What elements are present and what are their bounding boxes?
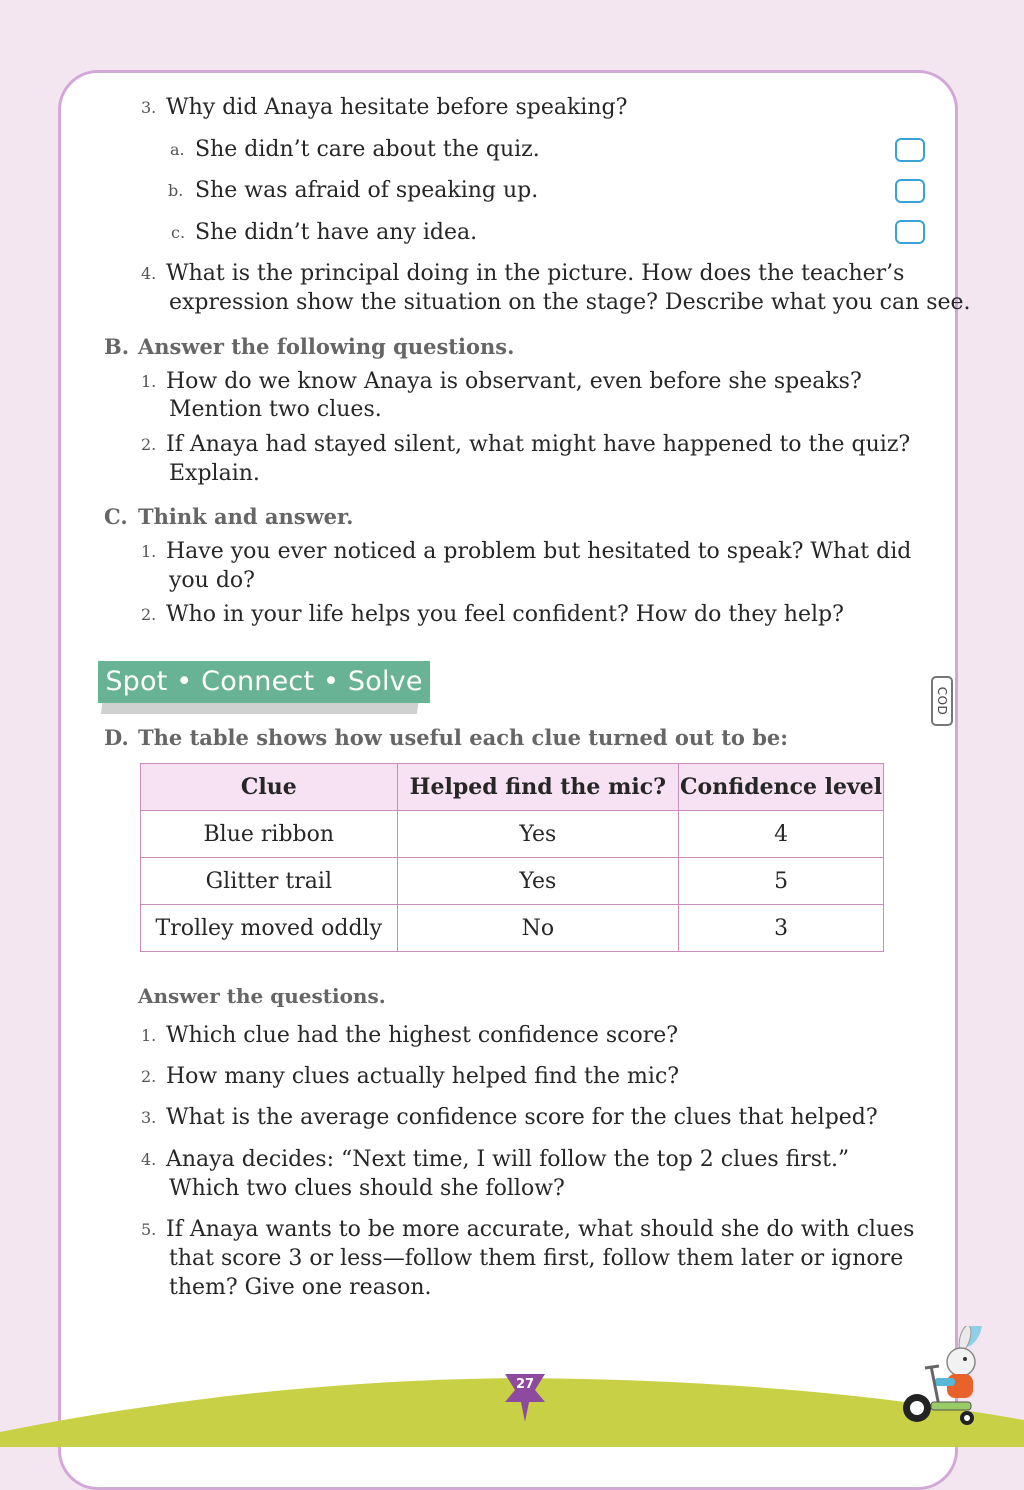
question-text-line2: Mention two clues.	[169, 397, 382, 422]
question-number: 2.	[141, 435, 157, 454]
table-cell: Yes	[397, 811, 679, 858]
subsection-title: Answer the questions.	[138, 984, 386, 1008]
side-tag-label: COD	[935, 686, 949, 716]
section-label: D.	[104, 725, 129, 750]
question-number: 1.	[141, 1026, 157, 1045]
table-cell: Yes	[397, 858, 679, 905]
question-text-line1: If Anaya had stayed silent, what might have happened to the quiz?	[166, 432, 911, 457]
question-text-line3: them? Give one reason.	[169, 1275, 432, 1300]
question-number: 2.	[141, 1067, 157, 1086]
question-number: 1.	[141, 372, 157, 391]
table-cell: 4	[679, 811, 884, 858]
question-text-line1: If Anaya wants to be more accurate, what should she do with clues	[166, 1217, 915, 1242]
question-text-line1: Who in your life helps you feel confident? How do they help?	[166, 602, 844, 627]
option-letter: a.	[170, 140, 185, 159]
question-number: 3.	[141, 1108, 157, 1127]
table-cell: No	[397, 905, 679, 952]
question-text-line2: Which two clues should she follow?	[169, 1176, 565, 1201]
question-text-line2: you do?	[169, 568, 255, 593]
question-text-line1: How many clues actually helped find the mic?	[166, 1064, 680, 1089]
page-number: 27	[515, 1377, 535, 1392]
side-tag	[931, 676, 953, 726]
clue-table	[140, 763, 884, 952]
table-header: Confidence level	[679, 764, 884, 811]
section-label: C.	[104, 504, 128, 529]
section-title: The table shows how useful each clue turned out to be:	[138, 725, 789, 750]
question-number: 4.	[141, 264, 157, 283]
table-cell: 5	[679, 858, 884, 905]
table-row	[141, 811, 884, 858]
question-text-line2: Explain.	[169, 461, 260, 486]
question-number: 2.	[141, 605, 157, 624]
question-text: Why did Anaya hesitate before speaking?	[166, 95, 628, 120]
section-title: Think and answer.	[138, 504, 354, 529]
table-cell: Trolley moved oddly	[141, 905, 398, 952]
section-banner: Spot • Connect • Solve	[98, 661, 430, 703]
table-header: Clue	[141, 764, 398, 811]
option-text: She didn’t care about the quiz.	[195, 137, 540, 162]
table-cell: Glitter trail	[141, 858, 398, 905]
question-text-line1: What is the principal doing in the picture. How does the teacher’s	[166, 261, 905, 286]
answer-checkbox-c[interactable]	[895, 220, 925, 244]
answer-checkbox-a[interactable]	[895, 138, 925, 162]
question-text-line1: What is the average confidence score for the clues that helped?	[166, 1105, 878, 1130]
option-text: She didn’t have any idea.	[195, 220, 478, 245]
question-text-line2: expression show the situation on the stage? Describe what you can see.	[169, 290, 971, 315]
option-text: She was afraid of speaking up.	[195, 178, 539, 203]
question-text-line2: that score 3 or less—follow them first, follow them later or ignore	[169, 1246, 904, 1271]
section-title: Answer the following questions.	[138, 334, 515, 359]
section-label: B.	[104, 334, 130, 359]
question-number: 5.	[141, 1220, 157, 1239]
table-cell: 3	[679, 905, 884, 952]
question-text-line1: Anaya decides: “Next time, I will follow the top 2 clues first.”	[166, 1147, 850, 1172]
question-text-line1: Which clue had the highest confidence score?	[166, 1023, 679, 1048]
table-row	[141, 905, 884, 952]
question-number: 4.	[141, 1150, 157, 1169]
page-number-marker	[505, 1374, 545, 1424]
question-number: 1.	[141, 542, 157, 561]
bunny-scooter-icon	[895, 1326, 985, 1426]
table-header: Helped find the mic?	[397, 764, 679, 811]
answer-checkbox-b[interactable]	[895, 179, 925, 203]
question-text-line1: How do we know Anaya is observant, even before she speaks?	[166, 369, 862, 394]
option-letter: c.	[171, 223, 186, 242]
question-text-line1: Have you ever noticed a problem but hesitated to speak? What did	[166, 539, 912, 564]
table-cell: Blue ribbon	[141, 811, 398, 858]
table-row	[141, 858, 884, 905]
table-header-row	[141, 764, 884, 811]
option-letter: b.	[168, 181, 184, 200]
question-number: 3.	[141, 98, 157, 117]
